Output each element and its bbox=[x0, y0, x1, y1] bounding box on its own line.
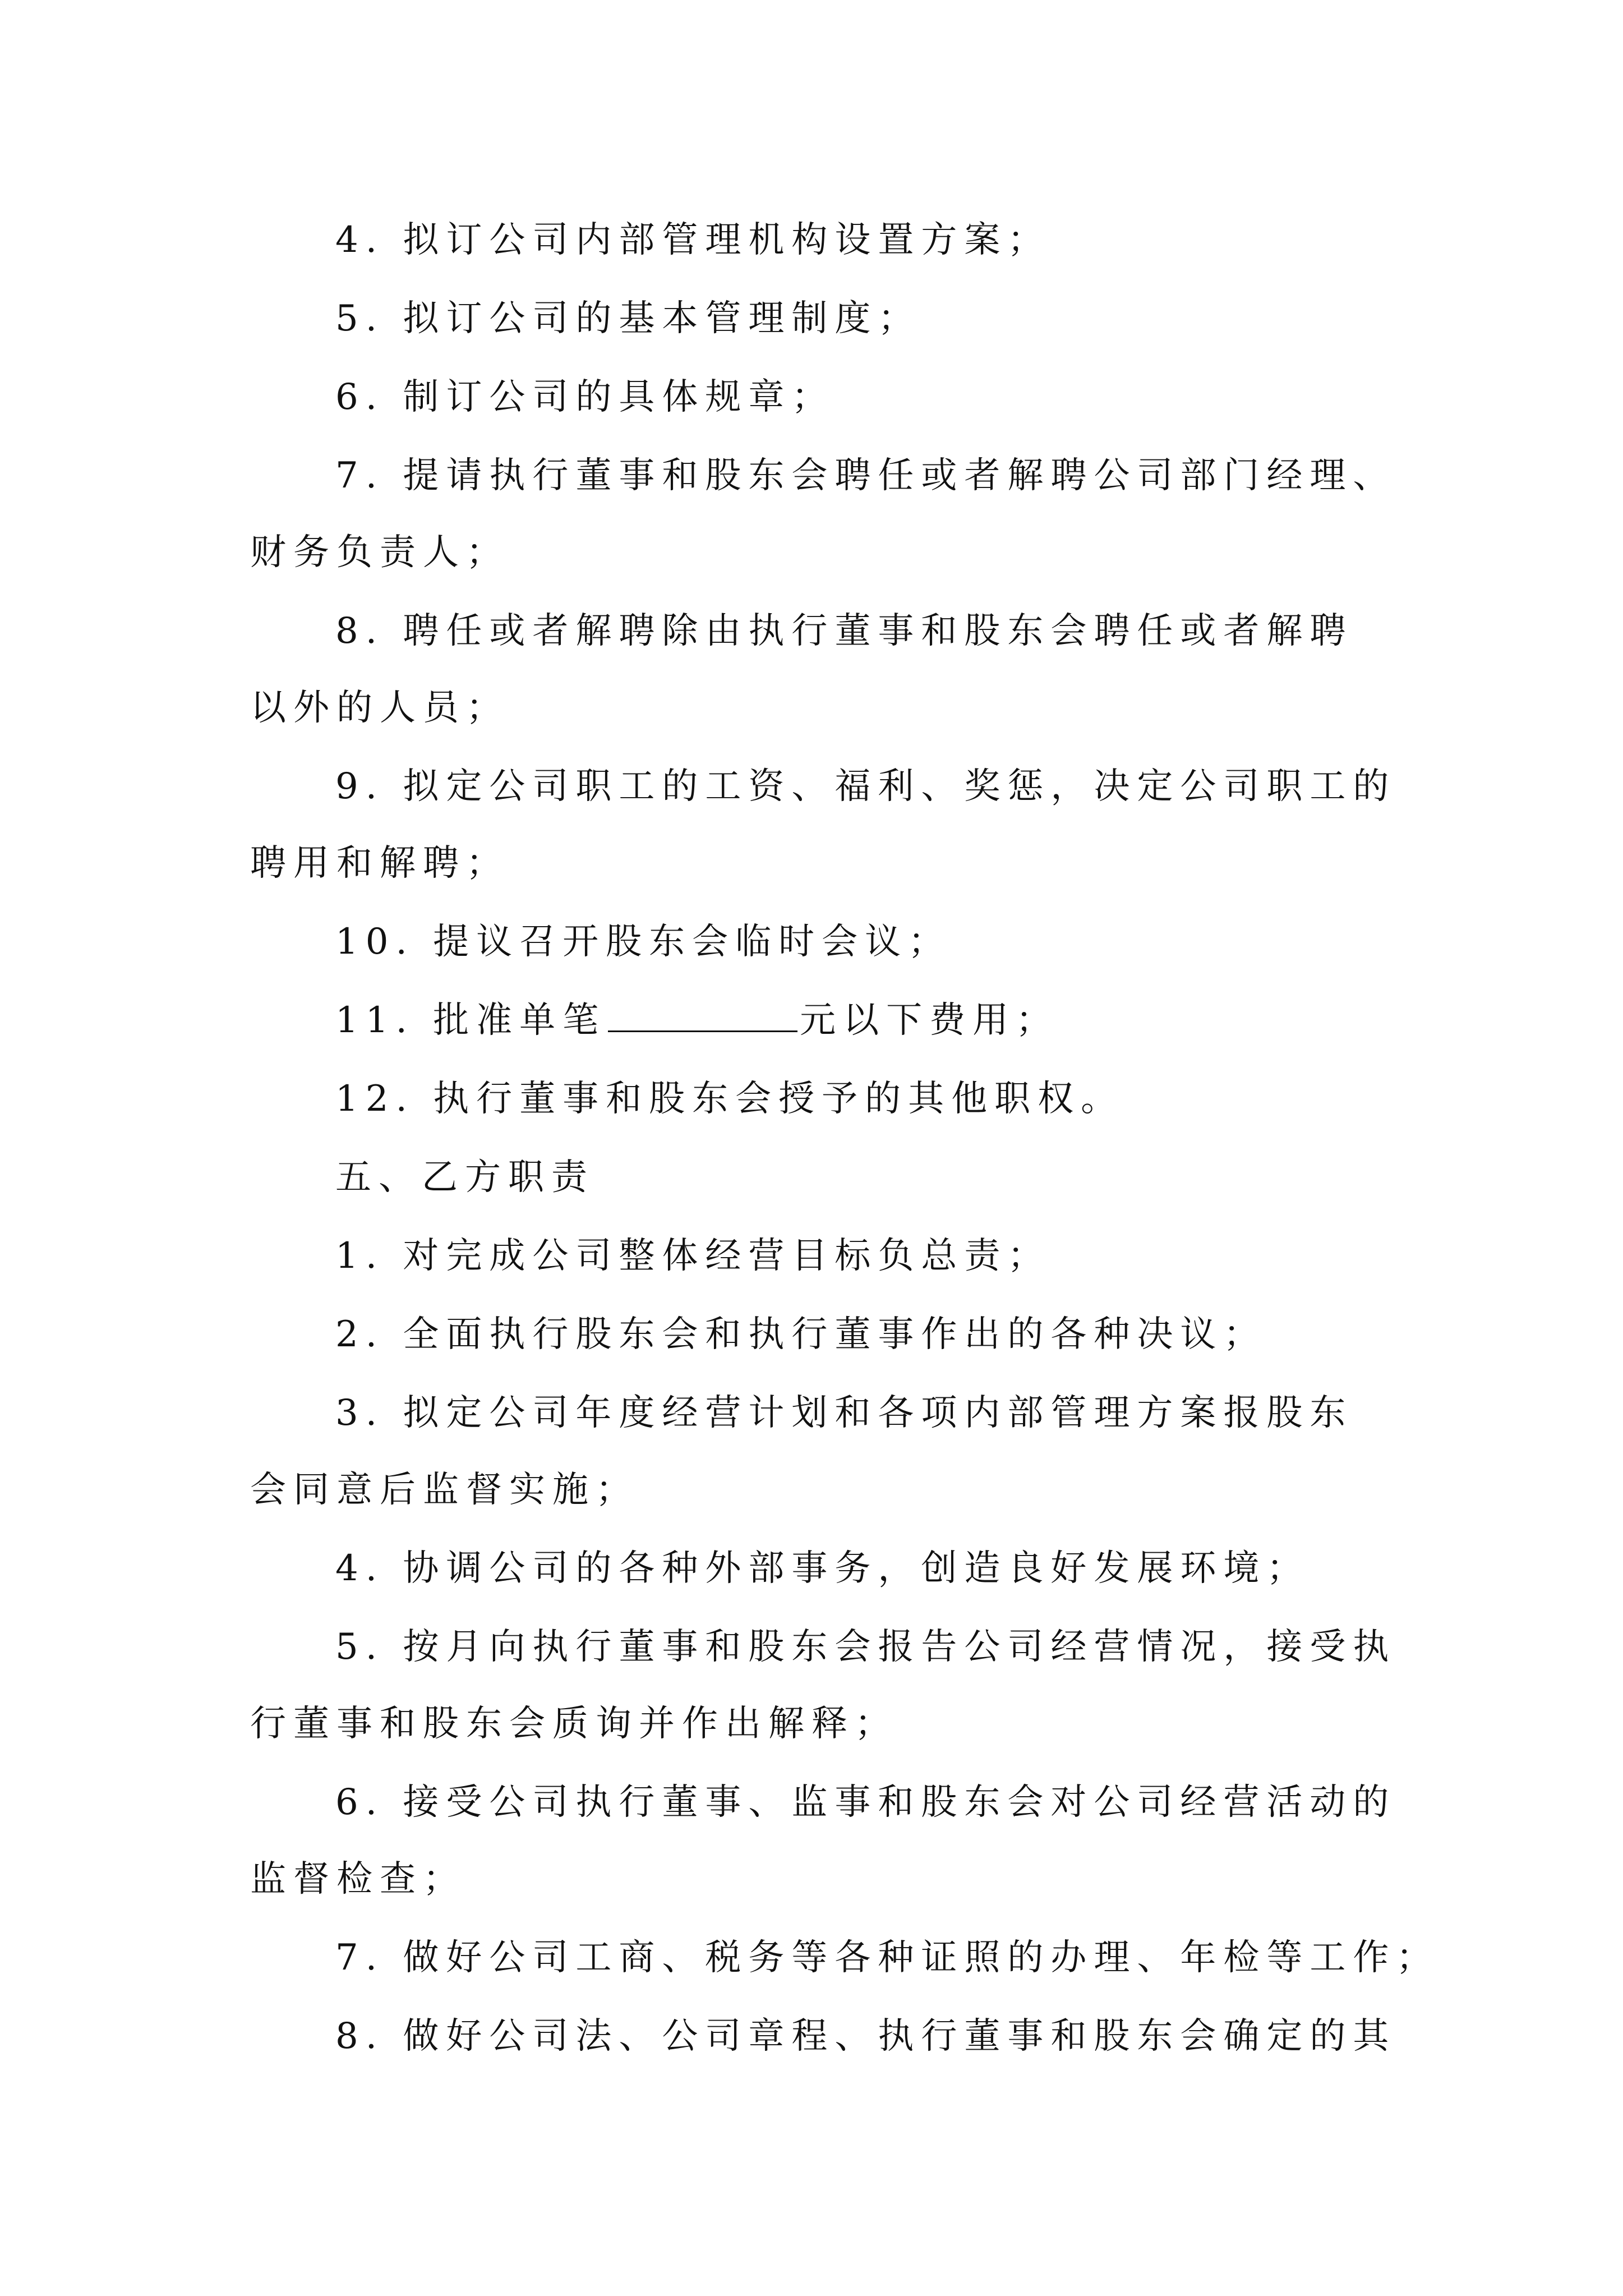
clause-line: 4. 拟订公司内部管理机构设置方案； bbox=[335, 219, 1051, 261]
clause-text: 11. 批准单笔 bbox=[335, 1000, 606, 1041]
clause-line: 1. 对完成公司整体经营目标负总责； bbox=[335, 1235, 1051, 1277]
clause-line: 6. 制订公司的具体规章； bbox=[335, 376, 835, 418]
clause-line: 5. 拟订公司的基本管理制度； bbox=[335, 298, 921, 339]
clause-line: 3. 拟定公司年度经营计划和各项内部管理方案报股东 bbox=[335, 1392, 1353, 1434]
clause-line: 8. 聘任或者解聘除由执行董事和股东会聘任或者解聘 bbox=[335, 610, 1353, 652]
clause-line: 聘用和解聘； bbox=[250, 843, 509, 884]
clause-line: 12. 执行董事和股东会授予的其他职权。 bbox=[335, 1078, 1124, 1120]
clause-line: 会同意后监督实施； bbox=[250, 1469, 639, 1511]
section-heading: 五、乙方职责 bbox=[335, 1157, 594, 1198]
clause-line-with-blank bbox=[335, 998, 1059, 1043]
clause-line: 财务负责人； bbox=[250, 532, 509, 573]
clause-line: 10. 提议召开股东会临时会议； bbox=[335, 921, 952, 963]
clause-line: 9. 拟定公司职工的工资、福利、奖惩，决定公司职工的 bbox=[335, 766, 1396, 807]
clause-line: 以外的人员； bbox=[250, 687, 509, 729]
clause-line: 7. 提请执行董事和股东会聘任或者解聘公司部门经理、 bbox=[335, 455, 1396, 496]
clause-line: 7. 做好公司工商、税务等各种证照的办理、年检等工作； bbox=[335, 1937, 1440, 1978]
clause-line: 2. 全面执行股东会和执行董事作出的各种决议； bbox=[335, 1314, 1267, 1355]
clause-line: 监督检查； bbox=[250, 1858, 466, 1900]
clause-line: 行董事和股东会质询并作出解释； bbox=[250, 1703, 898, 1745]
clause-line: 6. 接受公司执行董事、监事和股东会对公司经营活动的 bbox=[335, 1782, 1396, 1823]
clause-line: 8. 做好公司法、公司章程、执行董事和股东会确定的其 bbox=[335, 2016, 1396, 2057]
amount-blank bbox=[608, 1002, 797, 1032]
clause-line: 4. 协调公司的各种外部事务，创造良好发展环境； bbox=[335, 1548, 1310, 1589]
clause-text: 元以下费用； bbox=[800, 1000, 1059, 1041]
clause-line: 5. 按月向执行董事和股东会报告公司经营情况，接受执 bbox=[335, 1626, 1396, 1668]
